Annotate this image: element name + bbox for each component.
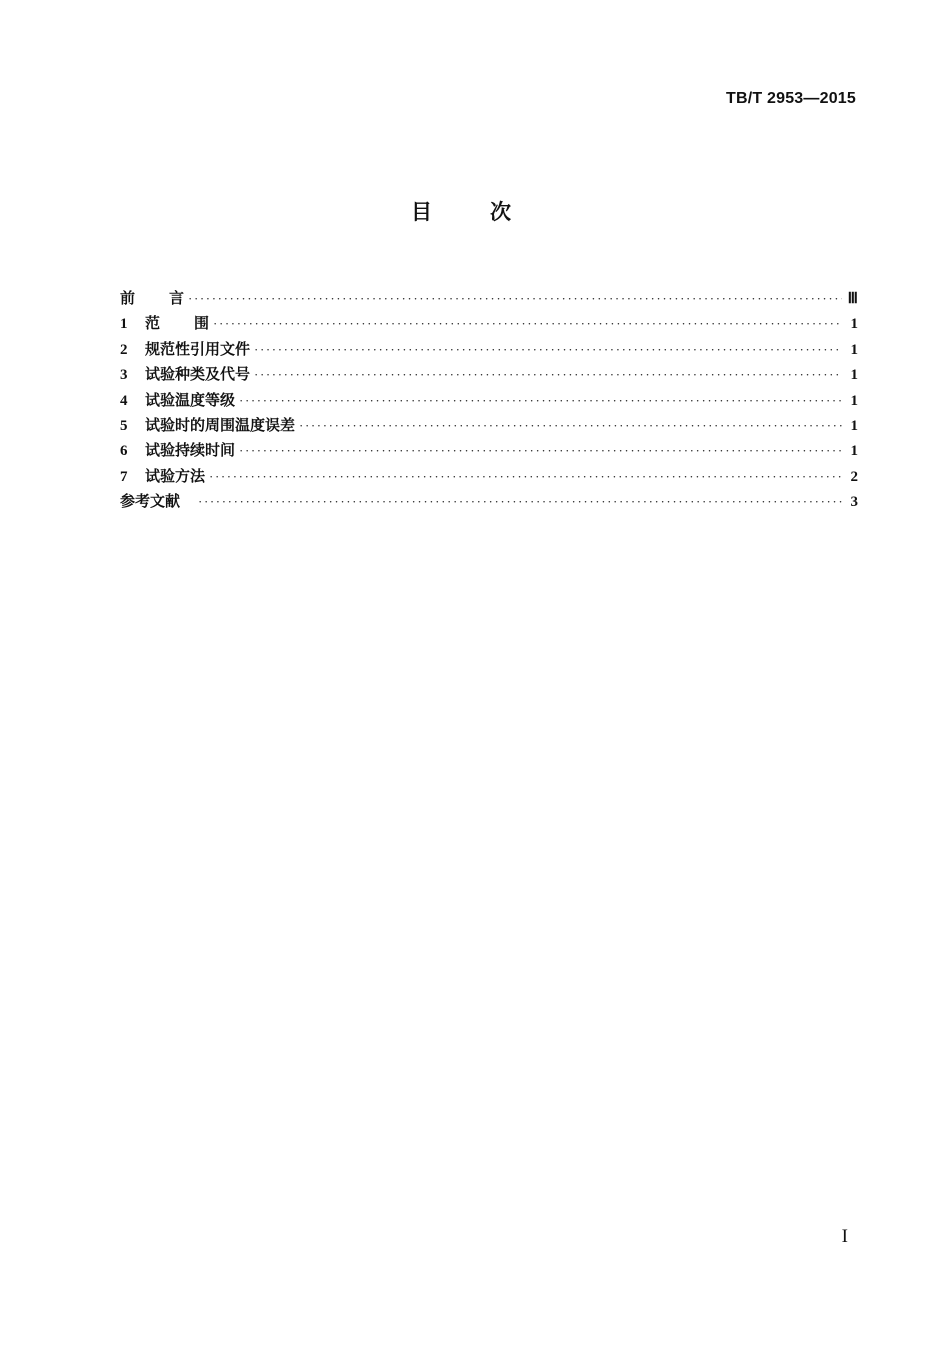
toc-entry-label: 参考文献 <box>120 492 181 511</box>
toc-entry-label: 试验时的周围温度误差 <box>145 415 296 434</box>
toc-leader-dots <box>254 342 842 358</box>
toc-entry-label: 试验种类及代号 <box>145 365 251 384</box>
toc-leader-dots <box>239 393 842 409</box>
toc-leader-dots <box>209 469 842 485</box>
toc-entry-page: 1 <box>850 316 858 333</box>
toc-entry-number: 6 <box>120 443 128 460</box>
toc-entry-number: 2 <box>120 341 128 358</box>
toc-entry-label: 规范性引用文件 <box>145 339 251 358</box>
toc-entry-page: 2 <box>850 468 858 485</box>
toc-entry-ambient-temperature-error[interactable] <box>120 414 858 439</box>
toc-leader-dots <box>188 291 842 307</box>
document-code: TB/T 2953—2015 <box>726 90 856 107</box>
toc-entry-test-methods[interactable] <box>120 465 858 490</box>
toc-entry-test-types[interactable] <box>120 363 858 388</box>
toc-entry-number: 5 <box>120 417 128 434</box>
page-number: I <box>841 1226 848 1247</box>
toc-entry-page: 3 <box>850 494 858 511</box>
toc-entry-label: 试验持续时间 <box>145 441 236 460</box>
toc-entry-label: 前言 <box>120 289 219 307</box>
toc-entry-number: 4 <box>120 392 128 409</box>
toc-title: 目次 <box>411 200 569 224</box>
toc-entry-page: 1 <box>850 341 858 358</box>
toc-entry-foreword[interactable] <box>120 287 858 312</box>
toc-leader-dots <box>198 494 842 510</box>
toc-entry-page: 1 <box>850 417 858 434</box>
toc-entry-label: 试验方法 <box>145 466 206 485</box>
toc-entry-label: 范围 <box>145 314 244 333</box>
toc-entry-page: Ⅲ <box>847 291 858 307</box>
toc-entry-label: 试验温度等级 <box>145 390 236 409</box>
toc-leader-dots <box>254 367 842 383</box>
toc-entry-scope[interactable] <box>120 312 858 337</box>
toc-entry-bibliography[interactable] <box>120 490 858 515</box>
toc-entry-number: 7 <box>120 468 128 485</box>
toc-entry-page: 1 <box>850 367 858 384</box>
toc-entry-number: 3 <box>120 367 128 384</box>
toc-leader-dots <box>213 316 842 332</box>
toc-leader-dots <box>299 418 842 434</box>
toc-entry-test-duration[interactable] <box>120 439 858 464</box>
toc-entry-normative-references[interactable] <box>120 338 858 363</box>
table-of-contents <box>120 287 858 516</box>
toc-entry-number: 1 <box>120 316 128 333</box>
toc-entry-page: 1 <box>850 443 858 460</box>
toc-entry-temperature-grades[interactable] <box>120 389 858 414</box>
toc-entry-page: 1 <box>850 392 858 409</box>
toc-leader-dots <box>239 443 842 459</box>
